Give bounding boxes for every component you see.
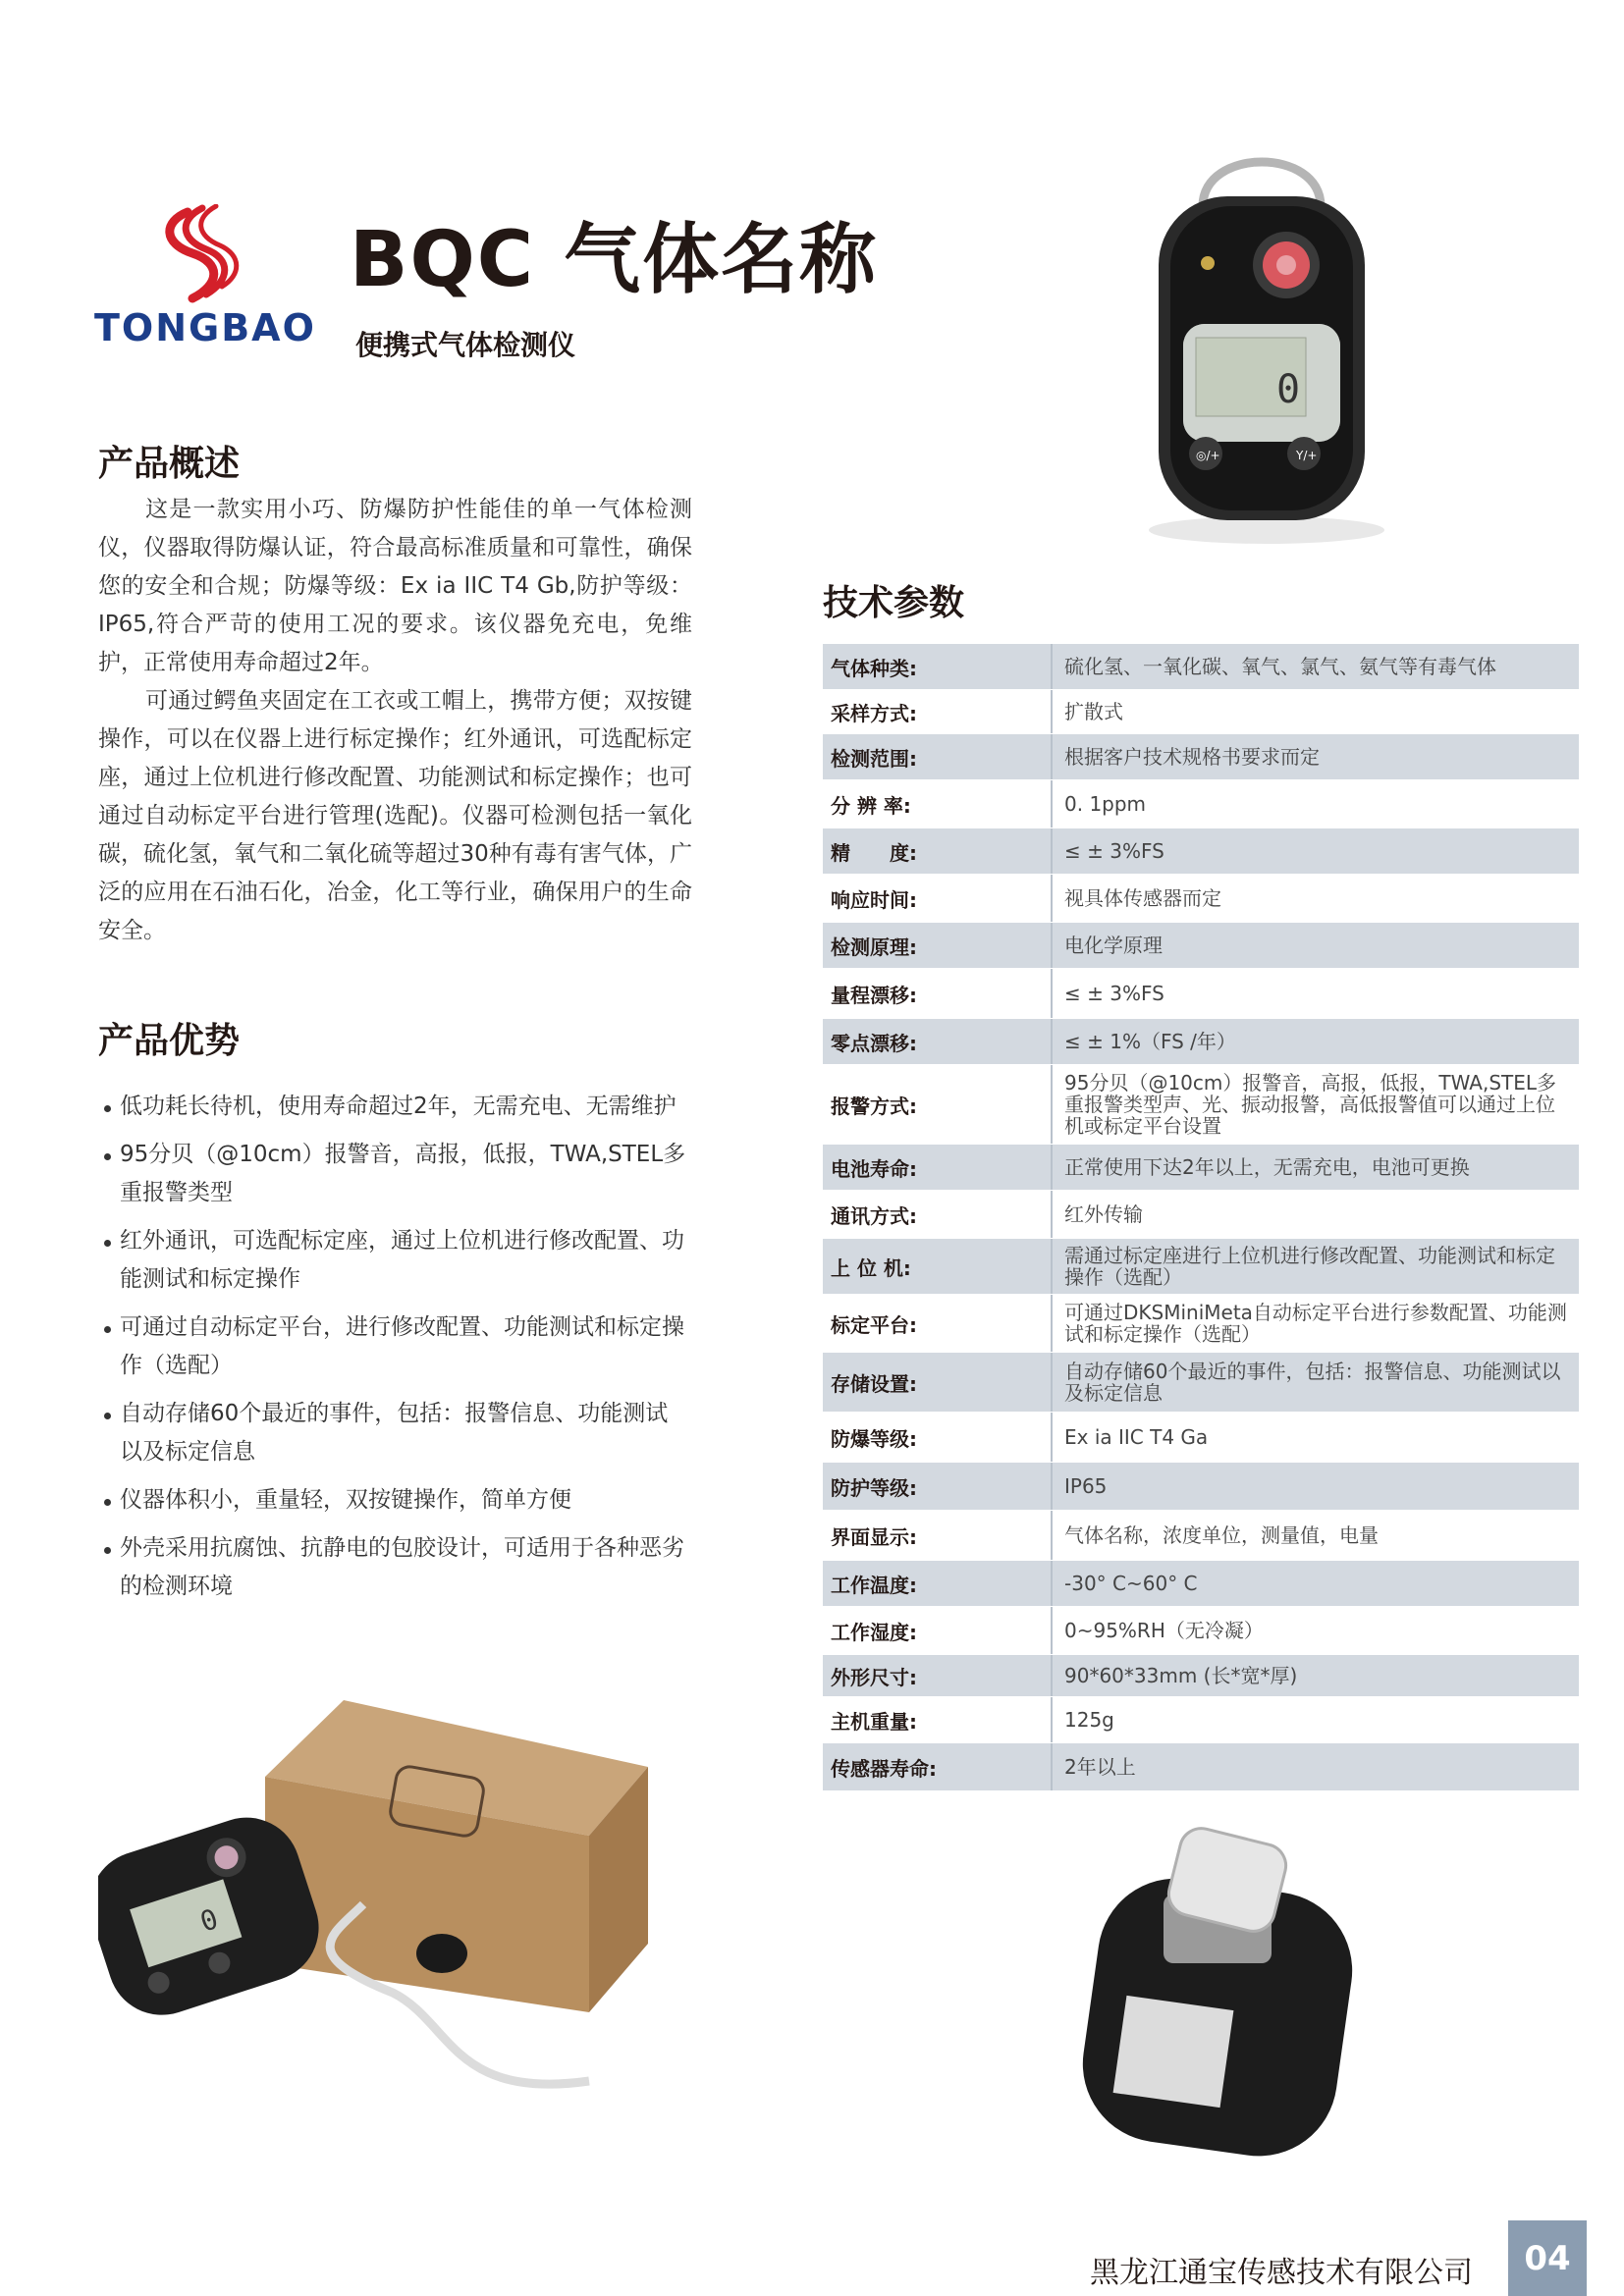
spec-key: 防护等级: bbox=[823, 1463, 1053, 1510]
spec-key: 采样方式: bbox=[823, 690, 1053, 733]
spec-value: IP65 bbox=[1064, 1474, 1108, 1498]
spec-key: 防爆等级: bbox=[823, 1413, 1053, 1462]
spec-key: 存储设置: bbox=[823, 1353, 1053, 1412]
spec-row bbox=[823, 923, 1579, 969]
spec-row bbox=[823, 828, 1579, 875]
spec-row bbox=[823, 1191, 1579, 1239]
advantage-item: 95分贝（@10cm）报警音，高报，低报，TWA,STEL多重报警类型 bbox=[98, 1136, 687, 1212]
spec-key: 通讯方式: bbox=[823, 1191, 1053, 1238]
advantage-item: 红外通讯，可选配标定座，通过上位机进行修改配置、功能测试和标定操作 bbox=[98, 1222, 687, 1299]
spec-row bbox=[823, 644, 1579, 690]
spec-key: 传感器寿命: bbox=[823, 1743, 1053, 1790]
spec-key: 外形尺寸: bbox=[823, 1655, 1053, 1696]
spec-value: 正常使用下达2年以上，无需充电，电池可更换 bbox=[1064, 1155, 1470, 1179]
spec-key: 工作温度: bbox=[823, 1561, 1053, 1606]
spec-key: 检测范围: bbox=[823, 734, 1053, 779]
advantages-list bbox=[98, 1088, 687, 1616]
spec-row bbox=[823, 1697, 1579, 1743]
spec-value: 需通过标定座进行上位机进行修改配置、功能测试和标定操作（选配） bbox=[1064, 1244, 1555, 1289]
overview-paragraph-1: 这是一款实用小巧、防爆防护性能佳的单一气体检测仪，仪器取得防爆认证，符合最高标准质量和可靠性，确保您的安全和合规；防爆等级：Ex ia IIC T4 Gb,防护等级：IP65,符合严苛的使用工况的要求。该仪器免充电，免维护，正常使用寿命超过2年。 bbox=[98, 497, 692, 675]
page-subtitle: 便携式气体检测仪 bbox=[355, 329, 576, 361]
spec-key: 上 位 机: bbox=[823, 1239, 1053, 1294]
spec-row bbox=[823, 1239, 1579, 1295]
spec-row bbox=[823, 1561, 1579, 1607]
spec-value: -30° C~60° C bbox=[1064, 1572, 1198, 1595]
spec-row bbox=[823, 1145, 1579, 1191]
overview-text bbox=[98, 491, 692, 950]
spec-value: 电化学原理 bbox=[1064, 934, 1163, 957]
logo-text: TONGBAO bbox=[94, 306, 316, 349]
specs-heading: 技术参数 bbox=[823, 583, 965, 623]
spec-key: 报警方式: bbox=[823, 1065, 1053, 1144]
spec-value: 气体名称，浓度单位，测量值，电量 bbox=[1064, 1523, 1379, 1547]
spec-value: 0~95%RH（无冷凝） bbox=[1064, 1619, 1264, 1642]
spec-value: 125g bbox=[1064, 1708, 1114, 1732]
spec-row bbox=[823, 875, 1579, 923]
company-logo bbox=[94, 204, 330, 349]
logo-swirl-icon bbox=[94, 204, 330, 306]
spec-key: 量程漂移: bbox=[823, 969, 1053, 1018]
spec-value: 扩散式 bbox=[1064, 700, 1123, 723]
spec-row bbox=[823, 690, 1579, 734]
advantages-heading: 产品优势 bbox=[98, 1021, 241, 1061]
spec-key: 响应时间: bbox=[823, 875, 1053, 922]
spec-key: 主机重量: bbox=[823, 1697, 1053, 1742]
spec-row bbox=[823, 969, 1579, 1019]
spec-row bbox=[823, 1019, 1579, 1065]
advantage-item: 外壳采用抗腐蚀、抗静电的包胶设计，可适用于各种恶劣的检测环境 bbox=[98, 1529, 687, 1606]
spec-value: 可通过DKSMiniMeta自动标定平台进行参数配置、功能测试和标定操作（选配） bbox=[1064, 1301, 1567, 1346]
spec-row bbox=[823, 1353, 1579, 1413]
spec-row bbox=[823, 1655, 1579, 1697]
spec-value: ≤ ± 3%FS bbox=[1064, 982, 1164, 1005]
spec-value: 根据客户技术规格书要求而定 bbox=[1064, 745, 1320, 769]
spec-key: 标定平台: bbox=[823, 1295, 1053, 1352]
gas-detector-front-image bbox=[1129, 137, 1394, 550]
page-title: BQC 气体名称 bbox=[350, 216, 879, 304]
spec-value: 95分贝（@10cm）报警音，高报，低报，TWA,STEL多重报警类型声、光、振动报警，高低报警值可以通过上位机或标定平台设置 bbox=[1064, 1071, 1557, 1138]
advantage-item: 自动存储60个最近的事件，包括：报警信息、功能测试以及标定信息 bbox=[98, 1395, 687, 1471]
spec-row bbox=[823, 1511, 1579, 1561]
spec-key: 界面显示: bbox=[823, 1511, 1053, 1560]
device-right-button-label: Y/+ bbox=[1296, 449, 1318, 462]
spec-value: ≤ ± 1%（FS /年） bbox=[1064, 1030, 1236, 1053]
overview-paragraph-2: 可通过鳄鱼夹固定在工衣或工帽上，携带方便；双按键操作，可以在仪器上进行标定操作；红外通讯，可选配标定座，通过上位机进行修改配置、功能测试和标定操作；也可通过自动标定平台进行管理(选配)。仪器可检测包括一氧化碳，硫化氢，氧气和二氧化硫等超过30种有毒有害气体，广泛的应用在石油石化，冶金，化工等行业，确保用户的生命安全。 bbox=[98, 688, 692, 943]
spec-value: ≤ ± 3%FS bbox=[1064, 839, 1164, 863]
spec-row bbox=[823, 1413, 1579, 1463]
spec-value: 自动存储60个最近的事件，包括：报警信息、功能测试以及标定信息 bbox=[1064, 1360, 1561, 1405]
page-number: 04 bbox=[1508, 2220, 1587, 2296]
spec-value: 90*60*33mm (长*宽*厚) bbox=[1064, 1664, 1298, 1687]
spec-row bbox=[823, 1607, 1579, 1655]
spec-key: 气体种类: bbox=[823, 644, 1053, 689]
spec-key: 工作湿度: bbox=[823, 1607, 1053, 1654]
overview-heading: 产品概述 bbox=[98, 444, 241, 484]
device-left-button-label: ◎/+ bbox=[1196, 449, 1220, 462]
spec-row bbox=[823, 1065, 1579, 1145]
spec-table bbox=[823, 644, 1579, 1791]
spec-value: Ex ia IIC T4 Ga bbox=[1064, 1425, 1209, 1449]
spec-row bbox=[823, 780, 1579, 828]
spec-key: 电池寿命: bbox=[823, 1145, 1053, 1190]
spec-key: 分 辨 率: bbox=[823, 780, 1053, 828]
advantage-item: 可通过自动标定平台，进行修改配置、功能测试和标定操作（选配） bbox=[98, 1308, 687, 1385]
spec-key: 零点漂移: bbox=[823, 1019, 1053, 1064]
advantage-item: 仪器体积小，重量轻，双按键操作，简单方便 bbox=[98, 1481, 687, 1520]
device-back-clip-image bbox=[1070, 1806, 1365, 2160]
device-reading: 0 bbox=[1276, 367, 1301, 412]
spec-value: 2年以上 bbox=[1064, 1755, 1136, 1779]
advantage-item: 低功耗长待机，使用寿命超过2年，无需充电、无需维护 bbox=[98, 1088, 687, 1126]
spec-key: 检测原理: bbox=[823, 923, 1053, 968]
spec-value: 硫化氢、一氧化碳、氧气、氯气、氨气等有毒气体 bbox=[1064, 655, 1496, 678]
spec-row bbox=[823, 1463, 1579, 1511]
spec-row bbox=[823, 1743, 1579, 1791]
spec-value: 0. 1ppm bbox=[1064, 792, 1147, 816]
spec-row bbox=[823, 734, 1579, 780]
spec-value: 视具体传感器而定 bbox=[1064, 886, 1221, 910]
company-name: 黑龙江通宝传感技术有限公司 bbox=[1090, 2256, 1473, 2290]
spec-row bbox=[823, 1295, 1579, 1353]
spec-value: 红外传输 bbox=[1064, 1202, 1143, 1226]
device-with-box-image bbox=[98, 1669, 658, 2120]
box-device-reading: 0 bbox=[195, 1902, 223, 1939]
spec-key: 精 度: bbox=[823, 828, 1053, 874]
